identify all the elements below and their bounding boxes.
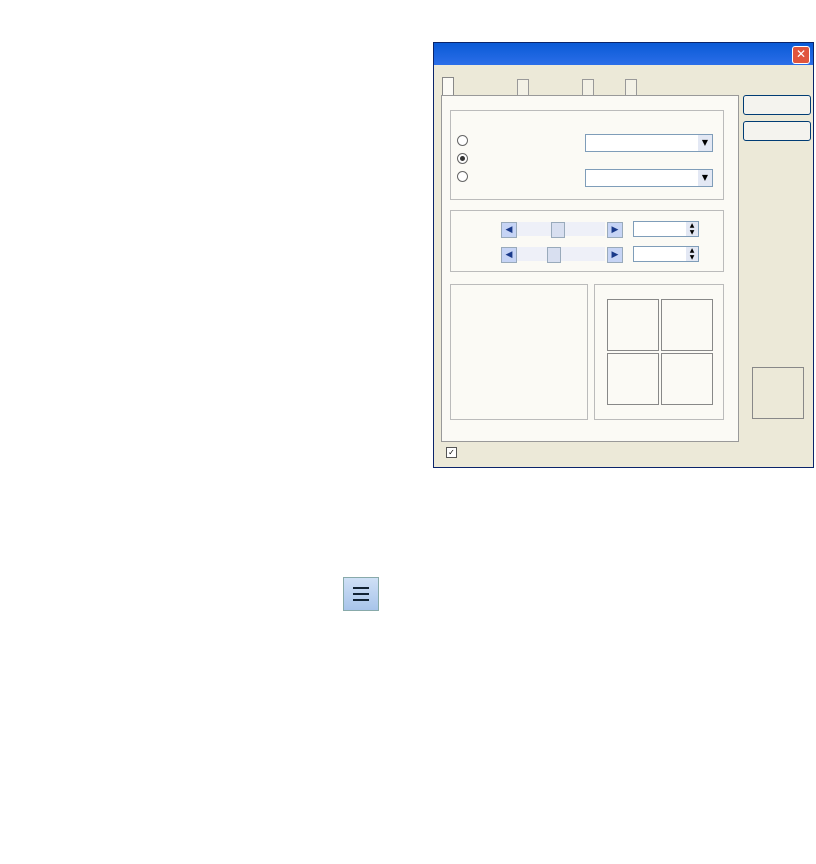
- from-spinner[interactable]: ▲ ▼: [633, 221, 699, 237]
- gradient-panel: [441, 95, 739, 442]
- colors-group: [450, 110, 724, 200]
- chevron-right-icon[interactable]: ▶: [607, 222, 623, 238]
- shading-styles-group: [450, 284, 588, 420]
- to-slider[interactable]: [517, 247, 605, 261]
- chevron-right-icon[interactable]: ▶: [607, 247, 623, 263]
- chevron-left-icon[interactable]: ◀: [501, 222, 517, 238]
- variant-3[interactable]: [607, 353, 659, 405]
- chevron-down-icon: ▼: [698, 170, 712, 186]
- tab-picture[interactable]: [625, 79, 637, 96]
- from-slider-thumb[interactable]: [551, 222, 565, 238]
- tab-texture[interactable]: [517, 79, 529, 96]
- tab-pattern[interactable]: [582, 79, 594, 96]
- cancel-button[interactable]: [743, 121, 811, 141]
- ok-button[interactable]: [743, 95, 811, 115]
- color2-select[interactable]: [585, 169, 713, 187]
- sample-preview: [752, 367, 804, 419]
- radio-one-color[interactable]: [457, 135, 468, 146]
- arrow-style-icon: [343, 577, 379, 611]
- tab-gradient[interactable]: [442, 77, 454, 97]
- radio-preset[interactable]: [457, 171, 468, 182]
- fill-effects-dialog: [433, 42, 814, 468]
- color1-select[interactable]: [585, 134, 713, 152]
- rotate-checkbox[interactable]: ✓: [446, 447, 457, 458]
- to-slider-thumb[interactable]: [547, 247, 561, 263]
- chevron-left-icon[interactable]: ◀: [501, 247, 517, 263]
- dialog-title: [434, 43, 813, 65]
- variant-4[interactable]: [661, 353, 713, 405]
- variant-1[interactable]: [607, 299, 659, 351]
- close-icon[interactable]: ✕: [792, 46, 810, 64]
- transparency-group: [450, 210, 724, 272]
- chevron-down-icon: ▼: [698, 135, 712, 151]
- variant-2[interactable]: [661, 299, 713, 351]
- radio-two-colors[interactable]: [457, 153, 468, 164]
- to-spinner[interactable]: ▲ ▼: [633, 246, 699, 262]
- variants-group: [594, 284, 724, 420]
